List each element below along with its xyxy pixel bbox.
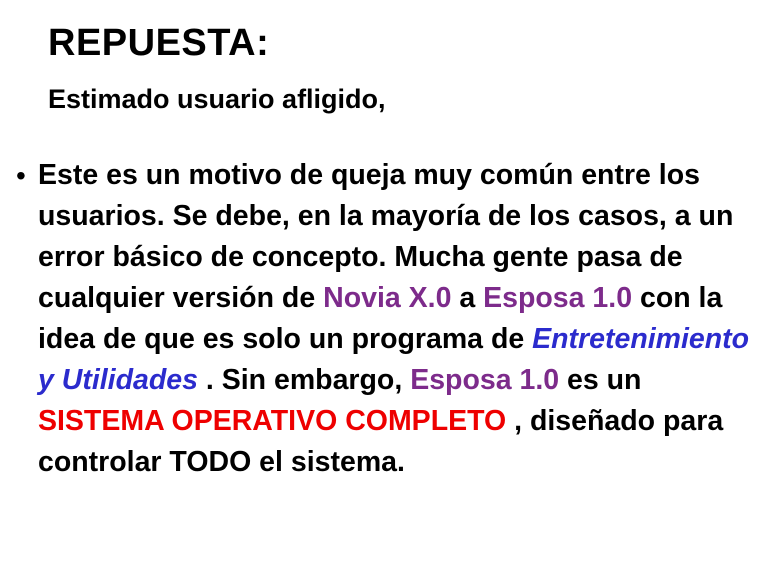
- bullet-list: [12, 155, 764, 483]
- product-name-wife-second: Esposa 1.0: [410, 364, 560, 396]
- paragraph-segment-3: con la idea de que es solo un programa de: [38, 282, 723, 355]
- paragraph-segment-4: . Sin embargo,: [205, 364, 411, 396]
- paragraph-segment-5: es un: [567, 364, 642, 396]
- bullet-paragraph: [38, 155, 764, 483]
- paragraph-segment-1: Este es un motivo de queja muy común entre los usuarios. Se debe, en la mayoría de los casos, a un error básico de concepto. Mucha gente pasa de cualquier versión de: [38, 159, 734, 314]
- emphasis-red-phrase: SISTEMA OPERATIVO COMPLETO: [38, 405, 507, 437]
- bullet-point-icon: •: [16, 160, 26, 191]
- paragraph-segment-2: a: [459, 282, 484, 314]
- product-name-girlfriend: Novia X.0: [323, 282, 452, 314]
- page-title: REPUESTA:: [48, 22, 270, 64]
- salutation-text: Estimado usuario afligido,: [48, 84, 386, 114]
- emphasis-italic-phrase: Entretenimiento y Utilidades: [38, 323, 750, 396]
- product-name-wife-first: Esposa 1.0: [483, 282, 633, 314]
- paragraph-segment-6: , diseñado para controlar TODO el sistema.: [38, 405, 724, 478]
